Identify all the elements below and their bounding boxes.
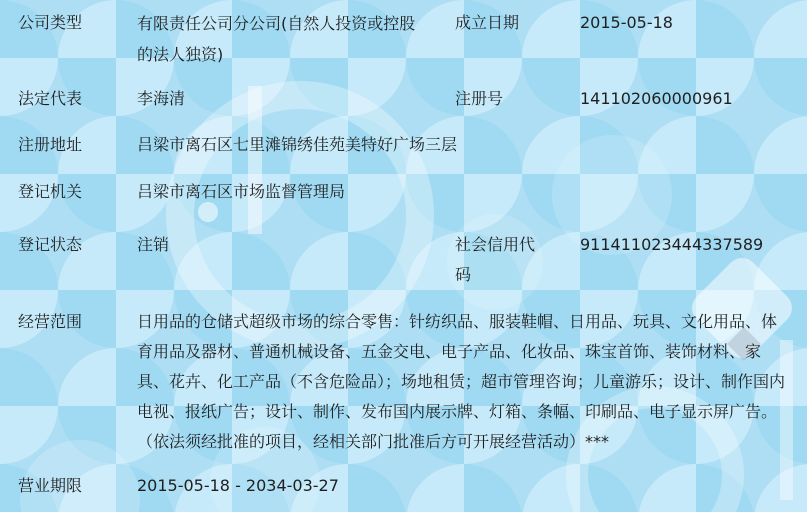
field-label-establish-date: 成立日期 xyxy=(455,13,520,32)
field-label-legal-representative: 法定代表 xyxy=(18,89,83,108)
field-value-business-scope: 日用品的仓储式超级市场的综合零售：针纺织品、服装鞋帽、日用品、玩具、文化用品、体育用品及器材、普通机械设备、五金交电、电子产品、化妆品、珠宝首饰、装饰材料、家具、花卉、化工产品（不含危险品）；场地租赁；超市管理咨询；儿童游乐；设计、制作国内电视、报纸广告；设计、制作、发布国内展示牌、灯箱、条幅、印刷品、电子显示屏广告。（依法须经批准的项目，经相关部门批准后方可开展经营活动）*** xyxy=(137,312,786,451)
field-label-registration-status: 登记状态 xyxy=(18,235,83,254)
field-label-social-credit-code: 社会信用代码 xyxy=(455,235,536,284)
field-label-company-type: 公司类型 xyxy=(18,13,83,32)
field-value-registration-status: 注销 xyxy=(137,235,170,254)
field-value-social-credit-code: 911411023444337589 xyxy=(580,235,764,254)
field-value-registration-authority: 吕梁市离石区市场监督管理局 xyxy=(137,182,346,201)
field-value-registered-address: 吕梁市离石区七里滩锦绣佳苑美特好广场三层 xyxy=(137,135,458,154)
field-label-registered-address: 注册地址 xyxy=(18,135,83,154)
field-value-legal-representative: 李海清 xyxy=(137,89,186,108)
field-label-business-scope: 经营范围 xyxy=(18,312,83,331)
field-label-registration-number: 注册号 xyxy=(455,89,504,108)
field-value-company-type: 有限责任公司分公司(自然人投资或控股的法人独资) xyxy=(137,14,416,64)
field-value-registration-number: 141102060000961 xyxy=(580,89,733,108)
field-value-establish-date: 2015-05-18 xyxy=(580,13,673,32)
field-value-business-term: 2015-05-18 - 2034-03-27 xyxy=(137,476,339,495)
field-label-registration-authority: 登记机关 xyxy=(18,182,83,201)
field-label-business-term: 营业期限 xyxy=(18,476,83,495)
